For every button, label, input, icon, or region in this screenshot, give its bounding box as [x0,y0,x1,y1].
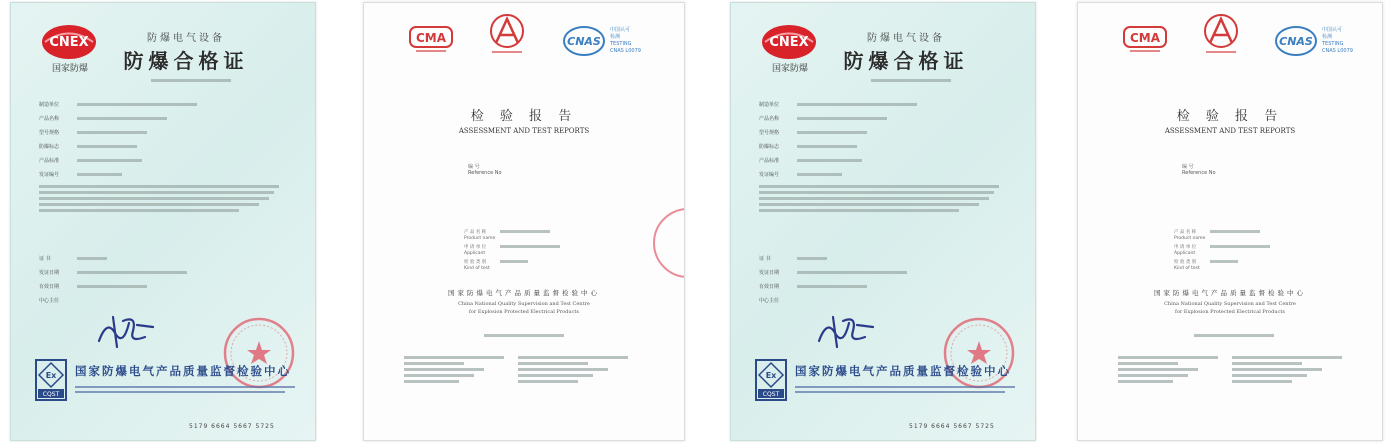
center-name-cn: 国家防爆电气产品质量监督检验中心 [448,289,600,297]
field-row [759,111,1014,125]
signature [813,313,883,349]
certificate-title: 防爆合格证 [843,49,969,73]
field-row [39,153,294,167]
reference-number [468,163,502,176]
field-label-en: Kind of test [464,266,490,271]
report-contact-info [1118,353,1358,386]
certificate-image-1[interactable] [10,2,316,441]
field-row [759,153,1014,167]
cnas-sub-2: 检测 [610,34,621,40]
certificate-footer-lines [795,383,1025,396]
cnas-sub-1: 中国认可 [1322,27,1343,33]
report-title-en: ASSESSMENT AND TEST REPORTS [1164,127,1296,135]
report-fields [1174,227,1324,272]
cnex-logo-text: CNEX [49,35,89,50]
certificate-fields [759,97,1014,307]
field-row [39,293,294,307]
cnas-sub-1: 中国认可 [610,27,631,33]
cnas-sub-3: TESTING [1322,41,1344,47]
field-row [39,111,294,125]
ex-cqst-logo [755,359,787,401]
field-row [39,265,294,279]
certificate-fields [39,97,294,307]
cnas-logo [562,21,652,61]
serial-code: 5179 6664 5667 5725 [189,423,275,430]
report-title-cn: 检 验 报 告 [1176,109,1284,124]
cnex-logo-subtitle: 国家防爆 [51,64,88,74]
field-label: 有效日期 [759,283,780,290]
certificate-image-2[interactable] [730,2,1036,441]
field-label: 发证日期 [759,269,780,276]
reference-label-cn: 编 号 [1182,164,1194,170]
field-label: 中心主任 [39,297,60,304]
cnex-logo-subtitle: 国家防爆 [771,64,808,74]
cnas-sub-3: TESTING [610,41,632,47]
center-name-en-2: for Explosion Protected Electrical Products [469,309,579,315]
cma-logo-text: CMA [415,31,447,45]
cnas-sub-4: CNAS L0079 [610,48,641,54]
ex-logo-text: Ex [765,371,777,380]
center-name-en-1: China National Quality Supervision and Test Centre [458,301,590,307]
field-row [759,139,1014,153]
field-label: 中心主任 [759,297,780,304]
report-image-1[interactable] [363,2,685,441]
ex-logo-sub: CQST [42,391,60,398]
official-seal [941,315,1017,391]
official-seal [221,315,297,391]
certificate-footer-lines [75,383,305,396]
field-label-en: Applicant [1174,251,1196,256]
field-label-cn: 产 品 名 称 [464,229,487,235]
field-label: 产品名称 [759,115,780,122]
field-row [759,97,1014,111]
certificate-title: 防爆合格证 [123,49,249,73]
report-seal-edge [648,203,685,283]
field-label: 发证日期 [39,269,60,276]
field-label: 发证编号 [759,171,780,178]
report-title-en: ASSESSMENT AND TEST REPORTS [458,127,590,135]
signature [93,313,163,349]
ex-cqst-logo [35,359,67,401]
field-row [759,251,1014,265]
field-row [39,251,294,265]
field-label: 发证编号 [39,171,60,178]
issuing-organization: 国家防爆电气产品质量监督检验中心 [795,364,1011,378]
cnex-logo [41,23,97,61]
cnas-sub-2: 检测 [1322,34,1333,40]
field-row [759,279,1014,293]
field-row [759,167,1014,181]
reference-number [1182,163,1216,176]
field-row [39,167,294,181]
reference-label-en: Reference No [1182,170,1216,176]
report-contact-info [404,353,644,386]
field-label-en: Product name [1174,236,1206,241]
field-label-en: Product name [464,236,496,241]
center-name-en-1: China National Quality Supervision and Test Centre [1164,301,1296,307]
field-label: 证 书 [39,255,51,262]
serial-code: 5179 6664 5667 5725 [909,423,995,430]
field-label-en: Applicant [464,251,486,256]
field-label: 产品标准 [759,157,780,164]
field-label: 型号规格 [39,129,60,136]
field-label: 防爆标志 [759,143,780,150]
cal-logo [482,13,532,57]
field-label: 制造单位 [759,101,780,108]
report-fields [464,227,614,272]
certificate-body-text [759,185,1014,212]
cma-logo [1122,25,1168,55]
field-label-cn: 检 验 类 别 [464,259,487,265]
report-image-2[interactable] [1077,2,1383,441]
field-label: 产品名称 [39,115,60,122]
field-label: 制造单位 [39,101,60,108]
certificate-number [131,79,251,82]
report-date [484,331,574,340]
field-label: 有效日期 [39,283,60,290]
certificate-super-title: 防爆电气设备 [147,33,225,44]
report-date [1194,331,1284,340]
issuing-organization: 国家防爆电气产品质量监督检验中心 [75,364,291,378]
certificate-body-text [39,185,294,212]
cnas-logo-text: CNAS [567,35,601,48]
field-label-en: Kind of test [1174,266,1200,271]
field-row [759,265,1014,279]
field-row [759,125,1014,139]
field-row [759,293,1014,307]
field-label: 防爆标志 [39,143,60,150]
certificate-super-title: 防爆电气设备 [867,33,945,44]
field-label-cn: 产 品 名 称 [1174,229,1197,235]
field-label: 证 书 [759,255,771,262]
field-row [39,125,294,139]
cal-logo [1196,13,1246,57]
field-label-cn: 申 请 单 位 [1174,244,1197,250]
certificate-number [851,79,971,82]
field-row [39,97,294,111]
ex-logo-sub: CQST [762,391,780,398]
cma-logo-text: CMA [1129,31,1161,45]
field-label-cn: 检 验 类 别 [1174,259,1197,265]
ex-logo-text: Ex [45,371,57,380]
report-title-cn: 检 验 报 告 [470,109,578,124]
reference-label-en: Reference No [468,170,502,176]
field-label: 型号规格 [759,129,780,136]
cnex-logo [761,23,817,61]
field-row [39,279,294,293]
field-label-cn: 申 请 单 位 [464,244,487,250]
field-label: 产品标准 [39,157,60,164]
reference-label-cn: 编 号 [468,164,480,170]
cnex-logo-text: CNEX [769,35,809,50]
field-row [39,139,294,153]
cnas-sub-4: CNAS L0079 [1322,48,1353,54]
center-name-cn: 国家防爆电气产品质量监督检验中心 [1154,289,1306,297]
cnas-logo-text: CNAS [1279,35,1313,48]
cma-logo [408,25,454,55]
cnas-logo [1274,21,1364,61]
center-name-en-2: for Explosion Protected Electrical Products [1175,309,1285,315]
